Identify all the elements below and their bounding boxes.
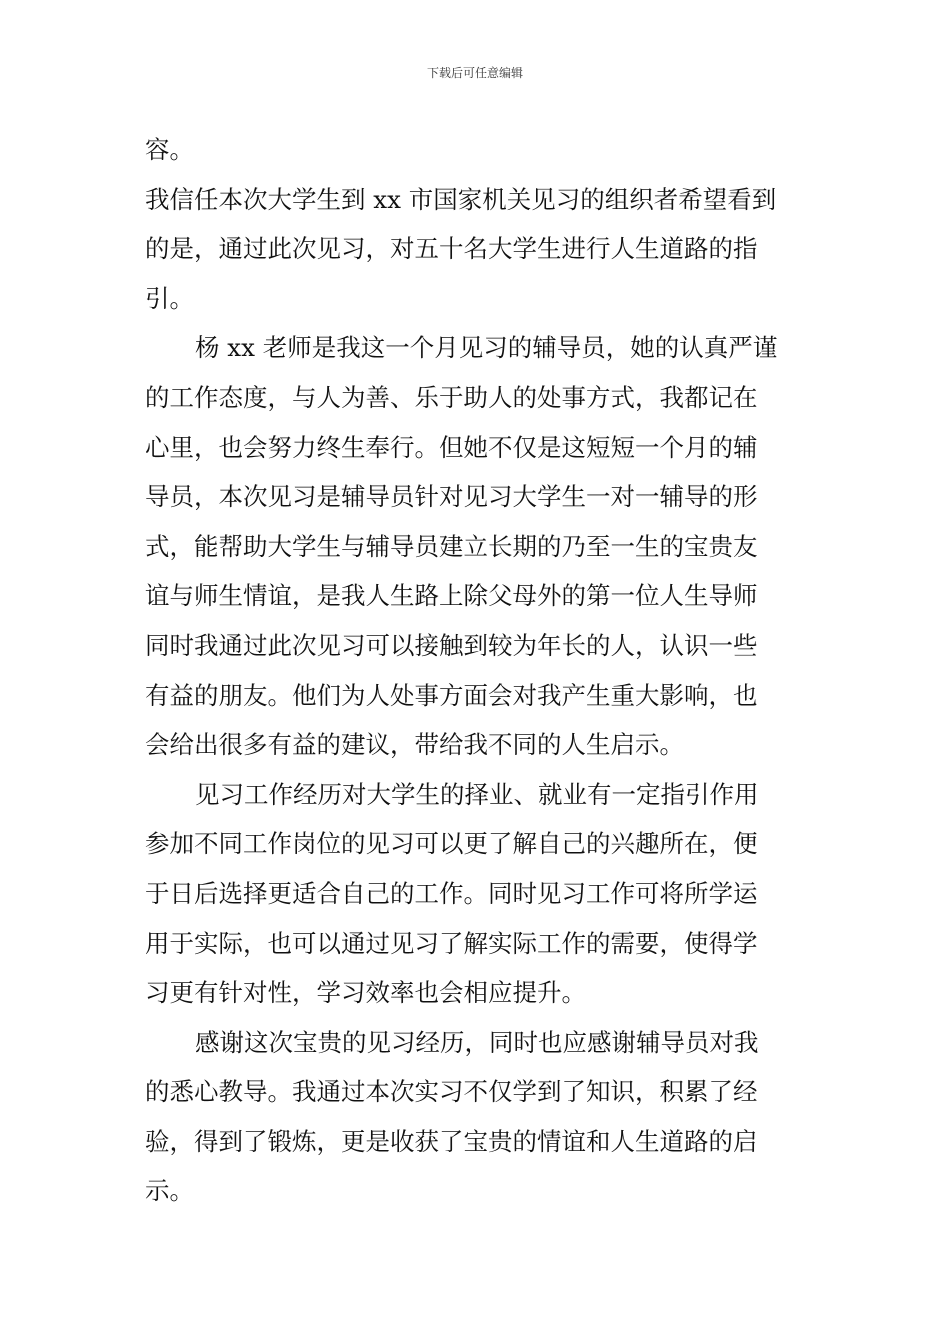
page-header: 下载后可任意编辑 (426, 66, 523, 80)
text-line: 心里，也会努力终生奉行。但她不仅是这短短一个月的辅 (145, 432, 758, 462)
text-line: 示。 (145, 1176, 194, 1206)
text-line: 习更有针对性，学习效率也会相应提升。 (145, 978, 586, 1008)
text-line: 用于实际，也可以通过见习了解实际工作的需要，使得学 (145, 928, 758, 958)
text-line: 引。 (145, 283, 194, 313)
text-line: 验，得到了锻炼，更是收获了宝贵的情谊和人生道路的启 (145, 1126, 758, 1156)
text-line: 会给出很多有益的建议，带给我不同的人生启示。 (145, 730, 684, 760)
text-line: 见习工作经历对大学生的择业、就业有一定指引作用 (195, 779, 759, 809)
text-line: 杨 xx 老师是我这一个月见习的辅导员，她的认真严谨 (195, 333, 778, 363)
text-line: 我信任本次大学生到 xx 市国家机关见习的组织者希望看到 (145, 184, 777, 214)
text-line: 的工作态度，与人为善、乐于助人的处事方式，我都记在 (145, 382, 758, 412)
text-line: 参加不同工作岗位的见习可以更了解自己的兴趣所在，便 (145, 829, 758, 859)
text-line: 的是，通过此次见习，对五十名大学生进行人生道路的指 (145, 234, 758, 264)
text-line: 导员，本次见习是辅导员针对见习大学生一对一辅导的形 (145, 482, 758, 512)
text-line: 感谢这次宝贵的见习经历，同时也应感谢辅导员对我 (195, 1027, 759, 1057)
text-line: 有益的朋友。他们为人处事方面会对我产生重大影响，也 (145, 680, 758, 710)
text-line: 谊与师生情谊，是我人生路上除父母外的第一位人生导师 (145, 581, 758, 611)
text-line: 于日后选择更适合自己的工作。同时见习工作可将所学运 (145, 878, 758, 908)
text-line: 同时我通过此次见习可以接触到较为年长的人，认识一些 (145, 630, 758, 660)
text-line: 式，能帮助大学生与辅导员建立长期的乃至一生的宝贵友 (145, 531, 758, 561)
text-line: 容。 (145, 135, 194, 164)
document-body (145, 125, 805, 1216)
text-line: 的悉心教导。我通过本次实习不仅学到了知识，积累了经 (145, 1077, 758, 1107)
